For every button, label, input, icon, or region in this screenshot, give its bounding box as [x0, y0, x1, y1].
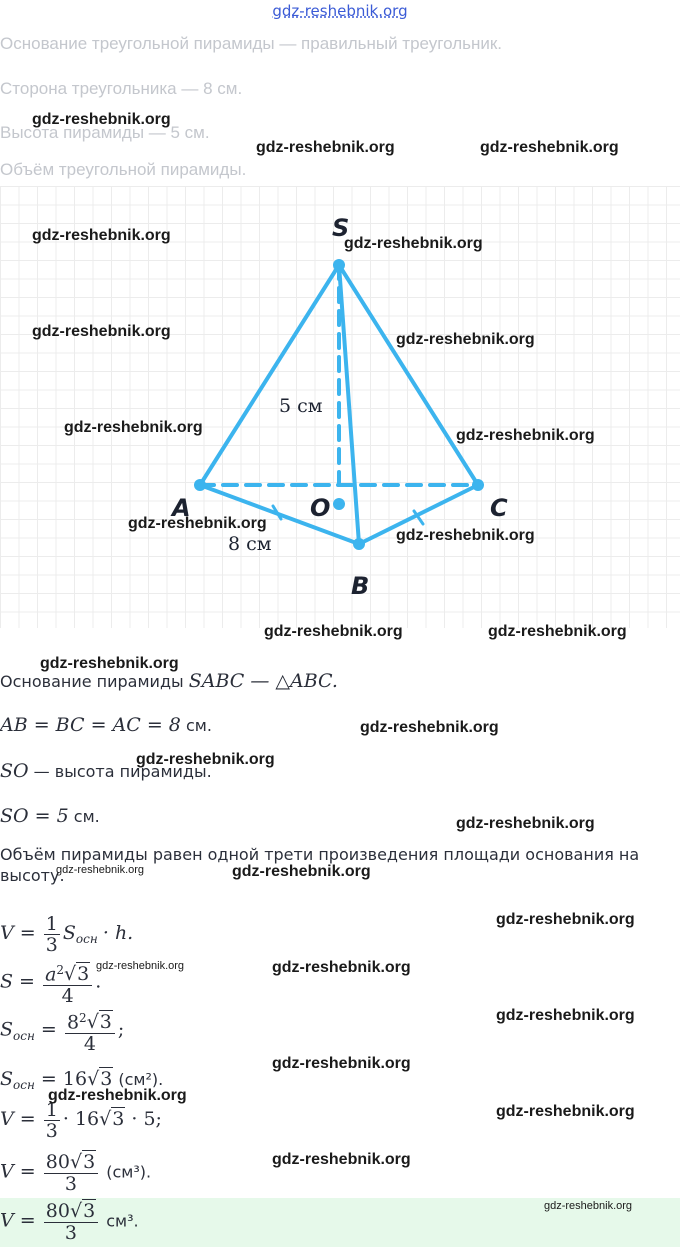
label-C: C — [490, 494, 508, 522]
height-label: 5 см — [279, 395, 323, 417]
watermark: gdz-reshebnik.org — [32, 111, 171, 128]
formula-4: $S_{осн} = 16√3$ (см²). — [0, 1068, 164, 1093]
formula-3: $S_{осн}$ = $\frac{8^2√3}{4}$ ; — [0, 1008, 124, 1054]
watermark: gdz-reshebnik.org — [360, 719, 499, 736]
pyramid-figure — [0, 186, 680, 628]
formula-6: V = $\frac{80√3}{3}$ (см³). — [0, 1151, 152, 1195]
solution-line-4: SO = 5 см. — [0, 805, 100, 827]
condition-line-2: Сторона треугольника — 8 см. — [0, 79, 243, 98]
watermark: gdz-reshebnik.org — [488, 623, 627, 640]
condition-line-3: Высота пирамиды — 5 см. — [0, 123, 210, 142]
watermark: gdz-reshebnik.org — [64, 419, 203, 436]
watermark: gdz-reshebnik.org — [456, 815, 595, 832]
watermark: gdz-reshebnik.org — [96, 960, 185, 972]
watermark: gdz-reshebnik.org — [456, 427, 595, 444]
point-C — [472, 479, 484, 491]
solution-line-5: Объём пирамиды равен одной трети произведения площади основания на высоту. — [0, 845, 640, 885]
point-O — [333, 498, 345, 510]
condition-line-4: Объём треугольной пирамиды. — [0, 160, 247, 179]
watermark: gdz-reshebnik.org — [396, 331, 535, 348]
watermark: gdz-reshebnik.org — [128, 515, 267, 532]
label-B: B — [351, 572, 370, 600]
watermark: gdz-reshebnik.org — [344, 235, 483, 252]
watermark: gdz-reshebnik.org — [544, 1200, 633, 1212]
point-B — [353, 538, 365, 550]
solution-line-3: SO — высота пирамиды. — [0, 760, 212, 782]
label-S: S — [332, 214, 350, 242]
label-A: A — [172, 494, 191, 522]
watermark: gdz-reshebnik.org — [264, 623, 403, 640]
formula-1: V = $\frac{1}{3}$ $S_{осн} \cdot h$. — [0, 913, 134, 956]
point-A — [194, 479, 206, 491]
edge-SC — [339, 265, 478, 485]
watermark: gdz-reshebnik.org — [40, 655, 179, 672]
watermark: gdz-reshebnik.org — [272, 1055, 411, 1072]
watermark: gdz-reshebnik.org — [272, 959, 411, 976]
watermark: gdz-reshebnik.org — [232, 863, 371, 880]
watermark: gdz-reshebnik.org — [272, 1151, 411, 1168]
watermark: gdz-reshebnik.org — [480, 139, 619, 156]
label-O: O — [310, 494, 331, 522]
watermark: gdz-reshebnik.org — [396, 527, 535, 544]
solution-line-2: AB = BC = AC = 8 см. — [0, 714, 212, 736]
watermark: gdz-reshebnik.org — [136, 751, 275, 768]
watermark: gdz-reshebnik.org — [32, 323, 171, 340]
watermark: gdz-reshebnik.org — [496, 911, 635, 928]
condition-line-1: Основание треугольной пирамиды — правильный треугольник. — [0, 34, 503, 53]
pyramid-diagram — [0, 186, 680, 628]
watermark: gdz-reshebnik.org — [256, 139, 395, 156]
point-S — [333, 259, 345, 271]
watermark: gdz-reshebnik.org — [48, 1087, 187, 1104]
site-link[interactable]: gdz-reshebnik.org — [272, 2, 408, 20]
formula-answer: V = $\frac{80√3}{3}$ см³. — [0, 1200, 139, 1244]
formula-5: V = $\frac{1}{3}$ · 16√3 · 5; — [0, 1099, 162, 1142]
side-label: 8 см — [228, 533, 272, 555]
watermark: gdz-reshebnik.org — [32, 227, 171, 244]
watermark: gdz-reshebnik.org — [56, 864, 145, 876]
watermark: gdz-reshebnik.org — [496, 1007, 635, 1024]
solution-line-1: Основание пирамиды SABC — △ABC. — [0, 670, 338, 692]
watermark: gdz-reshebnik.org — [496, 1103, 635, 1120]
edge-SA — [200, 265, 339, 485]
formula-2: S = $\frac{a^2√3}{4}$ . — [0, 960, 101, 1006]
